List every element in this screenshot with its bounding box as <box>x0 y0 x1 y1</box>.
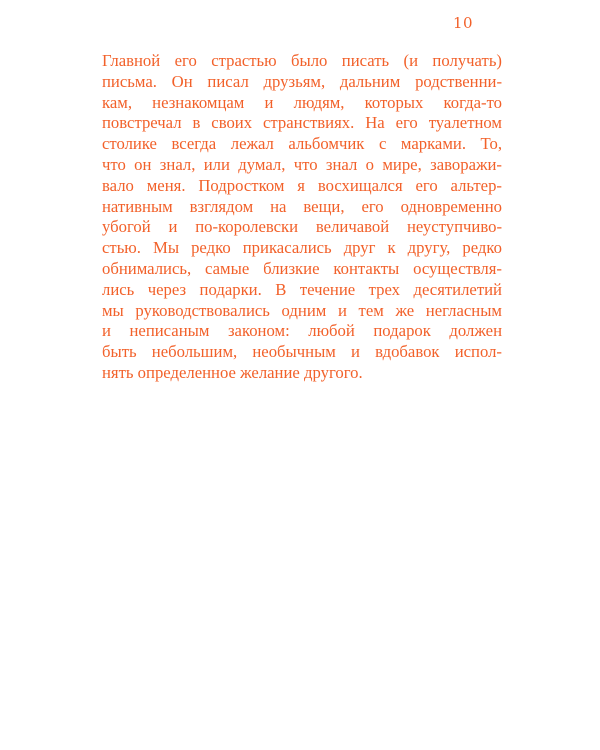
text-line: столике всегда лежал альбомчик с марками. То, <box>102 134 502 154</box>
text-line: что он знал, или думал, что знал о мире, заворажи- <box>102 154 502 174</box>
text-line: быть небольшим, необычным и вдобавок испол- <box>102 342 502 362</box>
text-line: письма. Он писал друзьям, дальним родственни- <box>102 71 502 91</box>
page-number: 10 <box>453 14 474 32</box>
text-line: обнимались, самые близкие контакты осуществля- <box>102 258 502 278</box>
text-line: Главной его страстью было писать (и получать) <box>102 51 502 70</box>
text-line: кам, незнакомцам и людям, которых когда-то <box>102 92 502 112</box>
text-line: вало меня. Подростком я восхищался его альтер- <box>102 175 502 195</box>
text-line: мы руководствовались одним и тем же негласным <box>102 300 502 320</box>
text-line: повстречал в своих странствиях. На его туалетном <box>102 113 502 133</box>
text-line-last: нять определенное желание другого. <box>102 362 363 382</box>
text-line: убогой и по-королевски величавой неуступчиво- <box>102 217 502 237</box>
body-paragraph <box>102 51 502 384</box>
text-line: лись через подарки. В течение трех десятилетий <box>102 279 502 299</box>
text-line: нативным взглядом на вещи, его одновременно <box>102 196 502 216</box>
text-line: и неписаным законом: любой подарок должен <box>102 321 502 341</box>
text-line: стью. Мы редко прикасались друг к другу, редко <box>102 238 502 258</box>
